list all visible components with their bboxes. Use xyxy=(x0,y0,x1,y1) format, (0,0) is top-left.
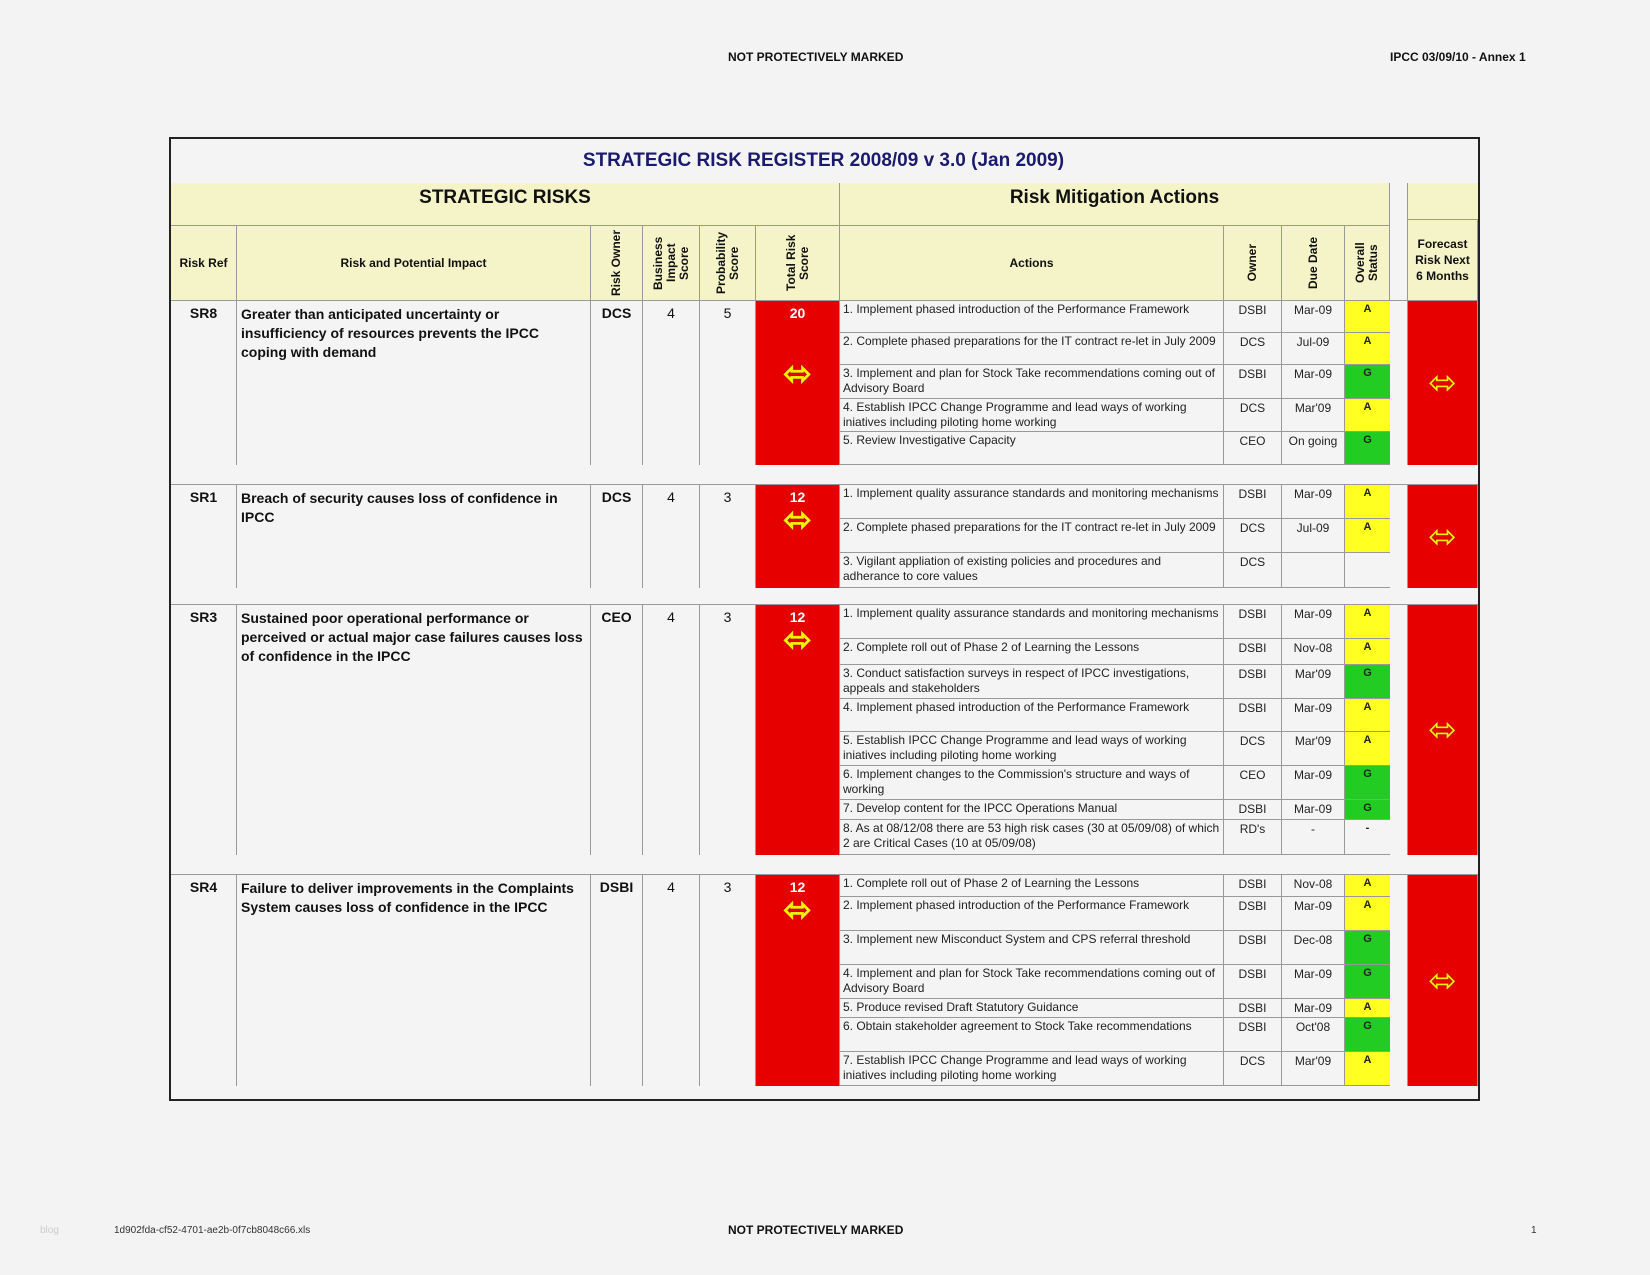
col-risk-ref xyxy=(171,226,237,301)
col-forecast xyxy=(1408,219,1478,301)
action-status-badge: G xyxy=(1345,800,1390,820)
action-text: 4. Implement phased introduction of the Performance Framework xyxy=(840,699,1224,732)
action-owner: DSBI xyxy=(1224,301,1282,333)
action-text: 6. Implement changes to the Commission's structure and ways of working xyxy=(840,766,1224,800)
col-overall-status xyxy=(1345,226,1390,301)
action-text: 7. Develop content for the IPCC Operations Manual xyxy=(840,800,1224,820)
action-owner: DCS xyxy=(1224,333,1282,365)
action-text: 2. Implement phased introduction of the Performance Framework xyxy=(840,897,1224,931)
action-due-date: Mar'09 xyxy=(1282,732,1345,766)
footer-marking: NOT PROTECTIVELY MARKED xyxy=(728,1223,904,1237)
action-owner: RD's xyxy=(1224,820,1282,855)
action-owner: DCS xyxy=(1224,732,1282,766)
col-due-date xyxy=(1282,226,1345,301)
action-due-date: Mar'09 xyxy=(1282,1052,1345,1086)
action-due-date: Nov-08 xyxy=(1282,875,1345,897)
risk-owner: CEO xyxy=(591,605,643,855)
action-owner: DSBI xyxy=(1224,897,1282,931)
col-owner-label: Owner xyxy=(1245,244,1259,282)
action-due-date: Mar'09 xyxy=(1282,665,1345,699)
action-owner: DSBI xyxy=(1224,665,1282,699)
action-status-badge: A xyxy=(1345,639,1390,665)
action-due-date: Oct'08 xyxy=(1282,1018,1345,1052)
forecast-arrow-icon: ⬄ xyxy=(1428,518,1457,556)
band-spacer xyxy=(1390,183,1408,301)
risk-description: Failure to deliver improvements in the Complaints System causes loss of confidence in the IPCC xyxy=(237,875,591,1086)
total-risk-score-cell xyxy=(756,485,840,588)
total-risk-score-cell xyxy=(756,605,840,855)
col-actions-label: Actions xyxy=(1009,256,1054,270)
risk-owner: DSBI xyxy=(591,875,643,1086)
action-owner: DSBI xyxy=(1224,365,1282,399)
action-text: 1. Implement quality assurance standards and monitoring mechanisms xyxy=(840,485,1224,519)
risk-separator xyxy=(171,470,1478,485)
action-owner: DSBI xyxy=(1224,965,1282,999)
col-overall-status-label: Overall Status xyxy=(1353,242,1380,284)
forecast-risk-cell xyxy=(1408,301,1478,465)
action-due-date: Mar-09 xyxy=(1282,766,1345,800)
probability-score: 3 xyxy=(700,875,756,1086)
action-text: 7. Establish IPCC Change Programme and lead ways of working iniatives including piloting home working xyxy=(840,1052,1224,1086)
action-due-date: Mar-09 xyxy=(1282,897,1345,931)
band-strategic-risks: STRATEGIC RISKS xyxy=(171,183,840,226)
action-status-badge xyxy=(1345,553,1390,588)
col-risk-owner xyxy=(591,226,643,301)
action-text: 6. Obtain stakeholder agreement to Stock Take recommendations xyxy=(840,1018,1224,1052)
action-text: 4. Establish IPCC Change Programme and lead ways of working iniatives including piloting home working xyxy=(840,399,1224,432)
action-due-date: Mar-09 xyxy=(1282,365,1345,399)
risk-register-table xyxy=(169,137,1480,1101)
col-risk-owner-label: Risk Owner xyxy=(609,229,623,297)
action-text: 8. As at 08/12/08 there are 53 high risk cases (30 at 05/09/08) of which 2 are Critical Cases (10 at 05/09/08) xyxy=(840,820,1224,855)
action-owner: DSBI xyxy=(1224,800,1282,820)
action-text: 4. Implement and plan for Stock Take recommendations coming out of Advisory Board xyxy=(840,965,1224,999)
action-owner: DSBI xyxy=(1224,875,1282,897)
action-owner: DSBI xyxy=(1224,639,1282,665)
trend-arrow-icon: ⬄ xyxy=(783,355,812,393)
risk-ref: SR8 xyxy=(171,301,237,465)
action-status-badge: A xyxy=(1345,875,1390,897)
action-owner: DCS xyxy=(1224,399,1282,432)
risk-ref: SR4 xyxy=(171,875,237,1086)
action-due-date: Jul-09 xyxy=(1282,333,1345,365)
action-text: 2. Complete phased preparations for the IT contract re-let in July 2009 xyxy=(840,519,1224,553)
action-owner: CEO xyxy=(1224,766,1282,800)
col-owner xyxy=(1224,226,1282,301)
action-text: 1. Complete roll out of Phase 2 of Learning the Lessons xyxy=(840,875,1224,897)
col-forecast-label: Forecast Risk Next 6 Months xyxy=(1415,237,1470,283)
action-owner: DSBI xyxy=(1224,605,1282,639)
forecast-risk-cell xyxy=(1408,605,1478,855)
action-due-date: Mar-09 xyxy=(1282,699,1345,732)
trend-arrow-icon: ⬄ xyxy=(783,621,812,659)
risk-ref: SR3 xyxy=(171,605,237,855)
header-marking: NOT PROTECTIVELY MARKED xyxy=(728,50,904,64)
action-status-badge: A xyxy=(1345,485,1390,519)
action-text: 5. Establish IPCC Change Programme and lead ways of working iniatives including piloting home working xyxy=(840,732,1224,766)
action-owner: DCS xyxy=(1224,1052,1282,1086)
action-status-badge: A xyxy=(1345,699,1390,732)
col-probability xyxy=(700,226,756,301)
footer-page-number: 1 xyxy=(1531,1225,1537,1236)
action-status-badge: A xyxy=(1345,519,1390,553)
forecast-arrow-icon: ⬄ xyxy=(1428,962,1457,1000)
action-status-badge: - xyxy=(1345,820,1390,855)
action-text: 3. Implement and plan for Stock Take recommendations coming out of Advisory Board xyxy=(840,365,1224,399)
total-risk-score-cell xyxy=(756,875,840,1086)
col-total-score-label: Total Risk Score xyxy=(783,234,811,292)
footer-filename: 1d902fda-cf52-4701-ae2b-0f7cb8048c66.xls xyxy=(114,1225,311,1236)
col-business-impact-label: Business Impact Score xyxy=(650,236,691,290)
action-due-date: Mar-09 xyxy=(1282,605,1345,639)
action-status-badge: G xyxy=(1345,931,1390,965)
action-due-date: Mar-09 xyxy=(1282,800,1345,820)
action-status-badge: G xyxy=(1345,432,1390,465)
business-impact-score: 4 xyxy=(643,605,700,855)
col-risk-ref-label: Risk Ref xyxy=(179,256,228,270)
action-status-badge: G xyxy=(1345,965,1390,999)
action-text: 5. Produce revised Draft Statutory Guidance xyxy=(840,999,1224,1018)
probability-score: 3 xyxy=(700,605,756,855)
spacer-column xyxy=(1390,301,1408,465)
risk-ref: SR1 xyxy=(171,485,237,588)
action-status-badge: A xyxy=(1345,897,1390,931)
band-mitigation-actions: Risk Mitigation Actions xyxy=(840,183,1390,226)
business-impact-score: 4 xyxy=(643,301,700,465)
action-status-badge: A xyxy=(1345,333,1390,365)
total-risk-score: 20 xyxy=(789,305,806,321)
forecast-arrow-icon: ⬄ xyxy=(1428,364,1457,402)
action-due-date: Mar-09 xyxy=(1282,485,1345,519)
col-actions xyxy=(840,226,1224,301)
risk-description: Breach of security causes loss of confidence in IPCC xyxy=(237,485,591,588)
action-text: 3. Conduct satisfaction surveys in respect of IPCC investigations, appeals and stakeholders xyxy=(840,665,1224,699)
action-status-badge: G xyxy=(1345,766,1390,800)
action-due-date: Mar-09 xyxy=(1282,999,1345,1018)
business-impact-score: 4 xyxy=(643,875,700,1086)
footer-watermark: blog xyxy=(40,1225,59,1236)
risk-separator xyxy=(171,860,1478,875)
action-owner: DCS xyxy=(1224,553,1282,588)
trend-arrow-icon: ⬄ xyxy=(783,891,812,929)
register-title: STRATEGIC RISK REGISTER 2008/09 v 3.0 (Jan 2009) xyxy=(171,139,1476,184)
action-status-badge: A xyxy=(1345,999,1390,1018)
action-text: 1. Implement quality assurance standards and monitoring mechanisms xyxy=(840,605,1224,639)
action-status-badge: A xyxy=(1345,732,1390,766)
action-owner: DCS xyxy=(1224,519,1282,553)
action-status-badge: A xyxy=(1345,1052,1390,1086)
risk-owner: DCS xyxy=(591,485,643,588)
spacer-column xyxy=(1390,605,1408,855)
action-due-date: On going xyxy=(1282,432,1345,465)
risk-owner: DCS xyxy=(591,301,643,465)
action-due-date: Nov-08 xyxy=(1282,639,1345,665)
forecast-risk-cell xyxy=(1408,485,1478,588)
action-due-date: Jul-09 xyxy=(1282,519,1345,553)
action-text: 2. Complete roll out of Phase 2 of Learning the Lessons xyxy=(840,639,1224,665)
col-total-score xyxy=(756,226,840,301)
action-text: 3. Implement new Misconduct System and CPS referral threshold xyxy=(840,931,1224,965)
total-risk-score-cell xyxy=(756,301,840,465)
action-status-badge: A xyxy=(1345,301,1390,333)
total-risk-score: 12 xyxy=(789,609,806,625)
action-text: 3. Vigilant appliation of existing policies and procedures and adherance to core values xyxy=(840,553,1224,588)
action-status-badge: G xyxy=(1345,1018,1390,1052)
spacer-column xyxy=(1390,875,1408,1086)
total-risk-score: 12 xyxy=(789,879,806,895)
action-owner: DSBI xyxy=(1224,699,1282,732)
action-due-date: - xyxy=(1282,820,1345,855)
col-risk-impact-label: Risk and Potential Impact xyxy=(340,256,487,270)
action-owner: CEO xyxy=(1224,432,1282,465)
header-reference: IPCC 03/09/10 - Annex 1 xyxy=(1390,50,1526,64)
action-owner: DSBI xyxy=(1224,931,1282,965)
action-due-date: Mar-09 xyxy=(1282,301,1345,333)
col-business-impact xyxy=(643,226,700,301)
spacer-column xyxy=(1390,485,1408,588)
col-probability-label: Probability Score xyxy=(713,232,741,295)
action-owner: DSBI xyxy=(1224,1018,1282,1052)
col-risk-impact xyxy=(237,226,591,301)
action-text: 5. Review Investigative Capacity xyxy=(840,432,1224,465)
action-due-date xyxy=(1282,553,1345,588)
action-status-badge: G xyxy=(1345,665,1390,699)
action-status-badge: G xyxy=(1345,365,1390,399)
action-status-badge: A xyxy=(1345,399,1390,432)
probability-score: 5 xyxy=(700,301,756,465)
forecast-arrow-icon: ⬄ xyxy=(1428,711,1457,749)
total-risk-score: 12 xyxy=(789,489,806,505)
action-due-date: Mar-09 xyxy=(1282,965,1345,999)
action-due-date: Dec-08 xyxy=(1282,931,1345,965)
action-text: 1. Implement phased introduction of the Performance Framework xyxy=(840,301,1224,333)
action-owner: DSBI xyxy=(1224,485,1282,519)
col-due-date-label: Due Date xyxy=(1305,236,1320,289)
risk-separator xyxy=(171,590,1478,605)
action-due-date: Mar'09 xyxy=(1282,399,1345,432)
action-owner: DSBI xyxy=(1224,999,1282,1018)
trend-arrow-icon: ⬄ xyxy=(783,501,812,539)
action-status-badge: A xyxy=(1345,605,1390,639)
business-impact-score: 4 xyxy=(643,485,700,588)
action-text: 2. Complete phased preparations for the IT contract re-let in July 2009 xyxy=(840,333,1224,365)
risk-description: Greater than anticipated uncertainty or insufficiency of resources prevents the IPCC coping with demand xyxy=(237,301,591,465)
probability-score: 3 xyxy=(700,485,756,588)
risk-description: Sustained poor operational performance or perceived or actual major case failures causes loss of confidence in the IPCC xyxy=(237,605,591,855)
forecast-risk-cell xyxy=(1408,875,1478,1086)
